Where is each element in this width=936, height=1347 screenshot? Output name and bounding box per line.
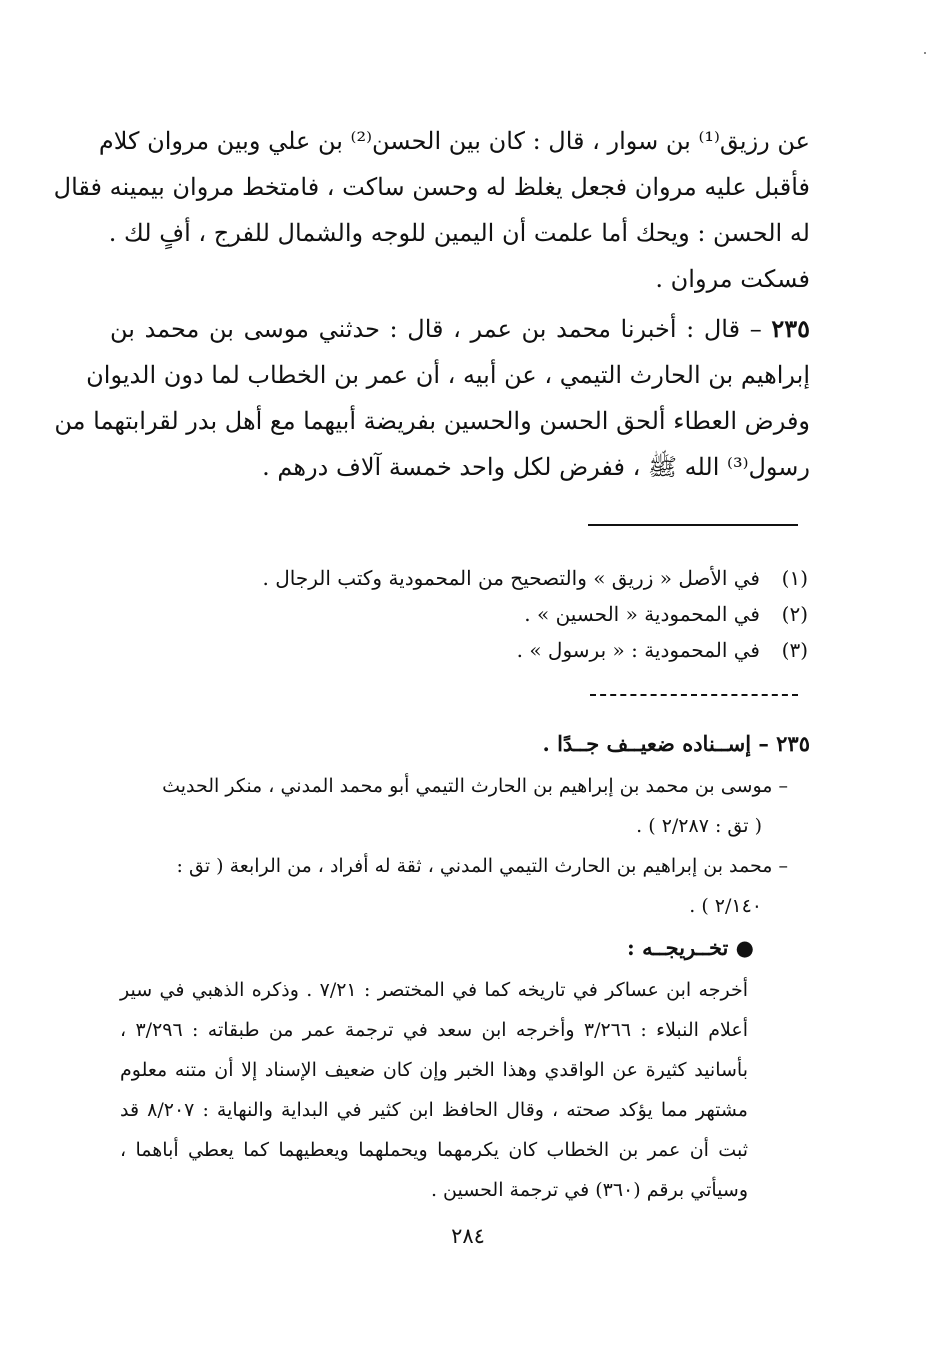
footnote-text: في الأصل « زريق » والتصحيح من المحمودية وكتب الرجال . (262, 566, 760, 590)
takhrij-heading: ● تخــريجــه : (627, 935, 754, 960)
footnote (240, 632, 808, 668)
footnote-separator (588, 524, 798, 526)
takhrij-line: بأسانيد كثيرة عن الواقدي وهذا الخبر وإن كان ضعيف الإسناد إلا أن متنه معلوم (120, 1059, 748, 1081)
footnote (240, 560, 808, 596)
footnote-text: في المحمودية : « برسول » . (516, 638, 760, 662)
main-line: له الحسن : ويحك أما علمت أن اليمين للوجه والشمال للفرج ، أفٍ لك . (108, 219, 810, 247)
footnotes (240, 560, 808, 668)
main-text (53, 118, 810, 302)
footnote-text: في المحمودية « الحسين » . (524, 602, 760, 626)
hadith-line: إبراهيم بن الحارث التيمي ، عن أبيه ، أن عمر بن الخطاب لما دون الديوان (86, 361, 810, 389)
hadith-235 (54, 306, 810, 490)
hadith-number: ٢٣٥ (771, 314, 810, 343)
hadith-line: وفرض العطاء ألحق الحسن والحسين بفريضة أبيهما مع أهل بدر لقرابتهما من (54, 407, 810, 435)
narrator-line: – محمد بن إبراهيم بن الحارث التيمي المدني ، ثقة له أفراد ، من الرابعة ( تق : (176, 855, 788, 877)
main-line: فأقبل عليه مروان فجعل يغلظ له وحسن ساكت ، فامتخط مروان بيمينه فقال (53, 173, 810, 201)
narrator-line: – موسى بن محمد بن إبراهيم بن الحارث التيمي أبو محمد المدني ، منكر الحديث (162, 775, 788, 797)
takhrij-line: مشتهر مما يؤكد صحته ، وقال الحافظ ابن كثير في البداية والنهاية : ٨/٢٠٧ قد (120, 1099, 748, 1121)
hadith-line: رسول⁽³⁾ الله ﷺ ، ففرض لكل واحد خمسة آلاف درهم . (262, 453, 810, 481)
isnad-grade-title: ٢٣٥ – إســناده ضعيــف جــدًا . (542, 731, 810, 756)
footnote-number: (١) (781, 566, 808, 590)
takhrij-line: أعلام النبلاء : ٣/٢٦٦ وأخرجه ابن سعد في ترجمة عمر من طبقاته : ٣/٢٩٦ ، (120, 1019, 748, 1041)
narrator-line: ٢/١٤٠ ) . (689, 895, 762, 917)
scan-speck (924, 52, 926, 54)
main-line: عن رزيق⁽¹⁾ بن سوار ، قال : كان بين الحسن⁽²⁾ بن علي وبين مروان كلام (98, 127, 810, 155)
main-line: فسكت مروان . (655, 265, 810, 293)
commentary (120, 722, 810, 1210)
narrator-line: ( تق : ٢/٢٨٧ ) . (636, 815, 762, 837)
commentary-separator (590, 694, 798, 696)
footnote-number: (٣) (781, 638, 808, 662)
hadith-first-text: – قال : أخبرنا محمد بن عمر ، قال : حدثني موسى بن محمد بن (110, 315, 772, 343)
takhrij-line: أخرجه ابن عساكر في تاريخه كما في المختصر : ٧/٢١ . وذكره الذهبي في سير (120, 979, 748, 1001)
page-number: ٢٨٤ (451, 1224, 485, 1248)
hadith-first-line (110, 306, 810, 352)
takhrij-line: ثبت أن عمر بن الخطاب كان يكرمهما ويحملهما ويعطيهما كما يعطي أباهما ، (120, 1139, 748, 1161)
footnote (240, 596, 808, 632)
takhrij-line: وسيأتي برقم (٣٦٠) في ترجمة الحسين . (430, 1179, 748, 1201)
footnote-number: (٢) (781, 602, 808, 626)
